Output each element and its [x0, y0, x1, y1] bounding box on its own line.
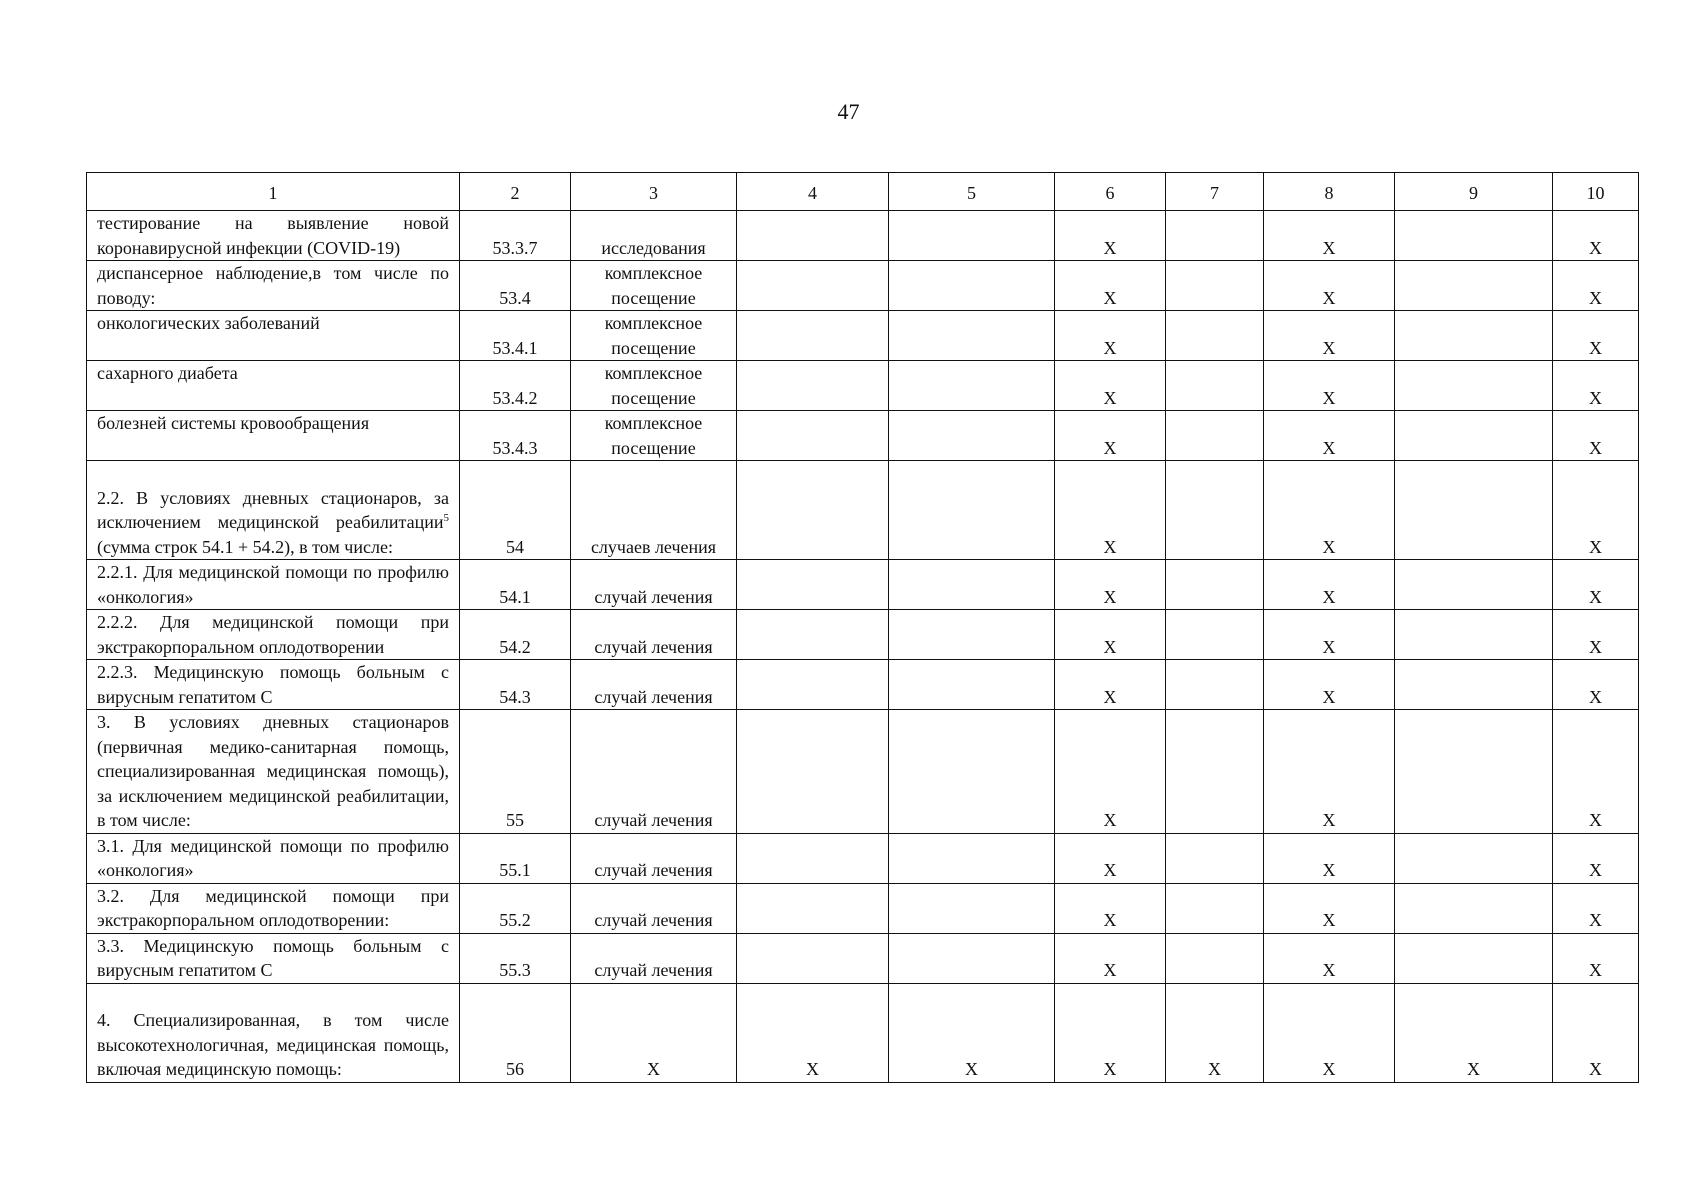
row-name-cell [87, 461, 460, 560]
row-col4-cell: Х [737, 983, 889, 1082]
row-col9-cell [1395, 660, 1553, 710]
row-col9-cell [1395, 461, 1553, 560]
row-col7-cell [1166, 833, 1264, 883]
row-name-cell: 2.2.2. Для медицинской помощи при экстракорпоральном оплодотворении [87, 610, 460, 660]
row-col6-cell: Х [1055, 211, 1166, 261]
row-code-cell: 53.3.7 [460, 211, 571, 261]
row-code-cell: 54 [460, 461, 571, 560]
row-col4-cell [737, 361, 889, 411]
column-header: 5 [889, 173, 1055, 211]
table-row [87, 560, 1639, 610]
row-col5-cell [889, 261, 1055, 311]
row-col7-cell [1166, 311, 1264, 361]
row-code-cell: 53.4.2 [460, 361, 571, 411]
column-header: 9 [1395, 173, 1553, 211]
row-code-cell: 53.4 [460, 261, 571, 311]
table-row [87, 833, 1639, 883]
row-col10-cell: Х [1553, 261, 1639, 311]
row-col4-cell [737, 710, 889, 834]
row-col7-cell: Х [1166, 983, 1264, 1082]
row-col6-cell: Х [1055, 983, 1166, 1082]
table-row [87, 933, 1639, 983]
row-unit-cell: комплексное посещение [571, 361, 737, 411]
row-col7-cell [1166, 211, 1264, 261]
row-code-cell: 55.2 [460, 883, 571, 933]
data-table [86, 172, 1639, 1083]
row-col6-cell: Х [1055, 833, 1166, 883]
row-col7-cell [1166, 710, 1264, 834]
row-col7-cell [1166, 461, 1264, 560]
row-col6-cell: Х [1055, 610, 1166, 660]
table-row [87, 660, 1639, 710]
row-unit-cell: исследования [571, 211, 737, 261]
row-col5-cell: Х [889, 983, 1055, 1082]
row-name-cell: 2.2.3. Медицинскую помощь больным с вирусным гепатитом С [87, 660, 460, 710]
row-col7-cell [1166, 610, 1264, 660]
row-name-cell: болезней системы кровообращения [87, 411, 460, 461]
row-code-cell: 55.1 [460, 833, 571, 883]
row-col8-cell: Х [1264, 833, 1395, 883]
row-col5-cell [889, 833, 1055, 883]
row-name-text: 2.2. В условиях дневных стационаров, за исключением медицинской реабилитации [97, 487, 449, 532]
column-header: 7 [1166, 173, 1264, 211]
table-row [87, 411, 1639, 461]
row-unit-cell: случай лечения [571, 710, 737, 834]
row-col6-cell: Х [1055, 560, 1166, 610]
row-col8-cell: Х [1264, 983, 1395, 1082]
row-col9-cell [1395, 361, 1553, 411]
row-col10-cell: Х [1553, 610, 1639, 660]
row-col5-cell [889, 560, 1055, 610]
row-col9-cell [1395, 411, 1553, 461]
row-col9-cell [1395, 311, 1553, 361]
row-col8-cell: Х [1264, 933, 1395, 983]
table-row [87, 211, 1639, 261]
row-code-cell: 53.4.1 [460, 311, 571, 361]
row-col7-cell [1166, 883, 1264, 933]
row-unit-cell: случай лечения [571, 883, 737, 933]
table-row [87, 883, 1639, 933]
row-col9-cell: Х [1395, 983, 1553, 1082]
row-code-cell: 55.3 [460, 933, 571, 983]
row-col10-cell: Х [1553, 833, 1639, 883]
row-col9-cell [1395, 833, 1553, 883]
row-code-cell: 54.2 [460, 610, 571, 660]
row-col6-cell: Х [1055, 710, 1166, 834]
row-unit-cell: случай лечения [571, 560, 737, 610]
row-col6-cell: Х [1055, 461, 1166, 560]
row-col9-cell [1395, 710, 1553, 834]
row-unit-cell: случай лечения [571, 833, 737, 883]
row-col10-cell: Х [1553, 560, 1639, 610]
row-unit-cell: комплексное посещение [571, 311, 737, 361]
row-col5-cell [889, 311, 1055, 361]
row-col8-cell: Х [1264, 710, 1395, 834]
row-col10-cell: Х [1553, 883, 1639, 933]
row-col8-cell: Х [1264, 411, 1395, 461]
row-col6-cell: Х [1055, 883, 1166, 933]
column-header: 3 [571, 173, 737, 211]
row-unit-cell: случай лечения [571, 933, 737, 983]
row-unit-cell: Х [571, 983, 737, 1082]
row-code-cell: 56 [460, 983, 571, 1082]
row-col5-cell [889, 883, 1055, 933]
row-col6-cell: Х [1055, 933, 1166, 983]
row-col6-cell: Х [1055, 261, 1166, 311]
row-col9-cell [1395, 560, 1553, 610]
row-col10-cell: Х [1553, 710, 1639, 834]
row-col4-cell [737, 261, 889, 311]
row-col7-cell [1166, 261, 1264, 311]
row-name-cell: тестирование на выявление новой коронавирусной инфекции (COVID-19) [87, 211, 460, 261]
row-col10-cell: Х [1553, 461, 1639, 560]
row-col8-cell: Х [1264, 560, 1395, 610]
column-header: 1 [87, 173, 460, 211]
row-name-cell: 4. Специализированная, в том числе высокотехнологичная, медицинская помощь, включая медицинскую помощь: [87, 983, 460, 1082]
table-row [87, 710, 1639, 834]
row-col10-cell: Х [1553, 660, 1639, 710]
row-col5-cell [889, 933, 1055, 983]
row-col10-cell: Х [1553, 933, 1639, 983]
row-col4-cell [737, 560, 889, 610]
row-name-cell: диспансерное наблюдение,в том числе по поводу: [87, 261, 460, 311]
row-name-cell: 3. В условиях дневных стационаров (первичная медико-санитарная помощь, специализированная медицинская помощь), за исключением медицинской реабилитации, в том числе: [87, 710, 460, 834]
row-name-cell: онкологических заболеваний [87, 311, 460, 361]
row-col9-cell [1395, 211, 1553, 261]
row-col7-cell [1166, 660, 1264, 710]
row-col4-cell [737, 660, 889, 710]
row-col5-cell [889, 211, 1055, 261]
row-col7-cell [1166, 361, 1264, 411]
row-col8-cell: Х [1264, 311, 1395, 361]
row-col9-cell [1395, 610, 1553, 660]
row-col4-cell [737, 211, 889, 261]
row-col4-cell [737, 461, 889, 560]
page-number: 47 [837, 99, 860, 124]
row-col5-cell [889, 660, 1055, 710]
row-col4-cell [737, 411, 889, 461]
row-name-cell: 3.1. Для медицинской помощи по профилю «онкология» [87, 833, 460, 883]
table-row [87, 461, 1639, 560]
footnote-marker: 5 [443, 512, 449, 524]
header-row [87, 173, 1639, 211]
column-header: 4 [737, 173, 889, 211]
table-row [87, 261, 1639, 311]
row-col8-cell: Х [1264, 610, 1395, 660]
row-col6-cell: Х [1055, 411, 1166, 461]
row-col4-cell [737, 833, 889, 883]
row-col8-cell: Х [1264, 361, 1395, 411]
row-col4-cell [737, 610, 889, 660]
column-header: 8 [1264, 173, 1395, 211]
table-row [87, 610, 1639, 660]
row-unit-cell: случай лечения [571, 610, 737, 660]
row-name-cell: сахарного диабета [87, 361, 460, 411]
row-col6-cell: Х [1055, 311, 1166, 361]
row-col8-cell: Х [1264, 261, 1395, 311]
table-row [87, 361, 1639, 411]
row-col10-cell: Х [1553, 411, 1639, 461]
row-col7-cell [1166, 560, 1264, 610]
row-code-cell: 54.3 [460, 660, 571, 710]
row-col4-cell [737, 311, 889, 361]
row-col5-cell [889, 361, 1055, 411]
column-header: 2 [460, 173, 571, 211]
row-code-cell: 55 [460, 710, 571, 834]
row-col10-cell: Х [1553, 211, 1639, 261]
row-name-text: (сумма строк 54.1 + 54.2), в том числе: [97, 536, 393, 557]
column-header: 6 [1055, 173, 1166, 211]
row-col7-cell [1166, 411, 1264, 461]
row-col9-cell [1395, 933, 1553, 983]
row-col9-cell [1395, 883, 1553, 933]
row-unit-cell: комплексное посещение [571, 261, 737, 311]
row-col5-cell [889, 461, 1055, 560]
row-unit-cell: случай лечения [571, 660, 737, 710]
row-col4-cell [737, 933, 889, 983]
row-col10-cell: Х [1553, 983, 1639, 1082]
table-row [87, 311, 1639, 361]
row-col6-cell: Х [1055, 361, 1166, 411]
row-col5-cell [889, 610, 1055, 660]
row-name-cell: 3.2. Для медицинской помощи при экстракорпоральном оплодотворении: [87, 883, 460, 933]
row-unit-cell: случаев лечения [571, 461, 737, 560]
column-header: 10 [1553, 173, 1639, 211]
row-col10-cell: Х [1553, 311, 1639, 361]
row-col8-cell: Х [1264, 461, 1395, 560]
row-col9-cell [1395, 261, 1553, 311]
row-col7-cell [1166, 933, 1264, 983]
row-col8-cell: Х [1264, 883, 1395, 933]
row-col8-cell: Х [1264, 660, 1395, 710]
row-code-cell: 53.4.3 [460, 411, 571, 461]
row-col5-cell [889, 710, 1055, 834]
row-col6-cell: Х [1055, 660, 1166, 710]
row-name-cell: 3.3. Медицинскую помощь больным с вирусным гепатитом С [87, 933, 460, 983]
row-code-cell: 54.1 [460, 560, 571, 610]
row-col10-cell: Х [1553, 361, 1639, 411]
row-col4-cell [737, 883, 889, 933]
row-col5-cell [889, 411, 1055, 461]
table-row [87, 983, 1639, 1082]
row-unit-cell: комплексное посещение [571, 411, 737, 461]
row-name-cell: 2.2.1. Для медицинской помощи по профилю «онкология» [87, 560, 460, 610]
row-col8-cell: Х [1264, 211, 1395, 261]
